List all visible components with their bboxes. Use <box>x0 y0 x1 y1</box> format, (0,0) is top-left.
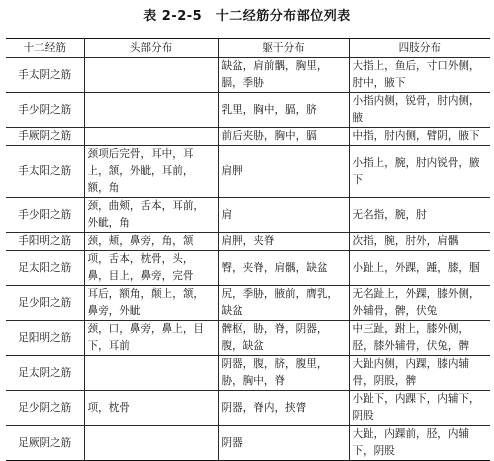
cell-trunk: 缺盆，肩前髃，胸里，膈，季胁 <box>218 58 349 93</box>
cell-head <box>84 93 218 128</box>
cell-head: 颈，颊，鼻旁，角，颔 <box>84 233 218 251</box>
cell-limbs: 无名趾上，外踝，膝外侧，外辅骨，髀，伏兔 <box>349 286 490 321</box>
cell-trunk: 肩 <box>218 198 349 233</box>
cell-limbs: 无名指，腕，肘 <box>349 198 490 233</box>
cell-trunk: 髀枢，胁，脊，阴器，腹，缺盆 <box>218 321 349 356</box>
cell-meridian: 手太阳之筋 <box>6 146 84 198</box>
cell-limbs: 中三趾，跗上，膝外侧，胫，膝外辅骨，伏兔，髀 <box>349 321 490 356</box>
table-title: 表 2-2-5 十二经筋分布部位列表 <box>143 9 351 24</box>
cell-limbs: 小趾下，内踝下，内辅下，阴股 <box>349 391 490 426</box>
cell-trunk: 乳里，胸中，膈，脐 <box>218 93 349 128</box>
table-row <box>6 128 490 146</box>
cell-limbs: 小指内侧，锐骨，肘内侧，腋 <box>349 93 490 128</box>
cell-head: 颈，口，鼻旁，鼻上，目下，耳前 <box>84 321 218 356</box>
cell-head <box>84 356 218 391</box>
cell-trunk: 阴器，脊内，挟膂 <box>218 391 349 426</box>
cell-head: 耳后，额角，颠上，颔，鼻旁，外眦 <box>84 286 218 321</box>
cell-limbs: 中指，肘内侧，臂阴，腋下 <box>349 128 490 146</box>
cell-meridian: 足太阴之筋 <box>6 356 84 391</box>
cell-meridian: 手少阴之筋 <box>6 93 84 128</box>
cell-head: 项，枕骨 <box>84 391 218 426</box>
cell-trunk: 肩胛，夹脊 <box>218 233 349 251</box>
cell-limbs: 次指，腕，肘外，肩髃 <box>349 233 490 251</box>
table-row <box>6 286 490 321</box>
cell-meridian: 手少阳之筋 <box>6 198 84 233</box>
cell-limbs: 大指上，鱼后，寸口外侧，肘中，腋下 <box>349 58 490 93</box>
cell-trunk: 前后夹胁，胸中，膈 <box>218 128 349 146</box>
cell-meridian: 足少阳之筋 <box>6 286 84 321</box>
table-row <box>6 321 490 356</box>
cell-trunk: 肩胛 <box>218 146 349 198</box>
cell-trunk: 尻，季胁，腋前，膺乳，缺盆 <box>218 286 349 321</box>
cell-meridian: 足阳明之筋 <box>6 321 84 356</box>
table-row <box>6 198 490 233</box>
cell-limbs: 大趾，内踝前，胫，内辅下，阴股 <box>349 426 490 461</box>
header-trunk: 躯干分布 <box>218 39 349 58</box>
cell-limbs: 大趾内侧，内踝，膝内辅骨，阴股，髀 <box>349 356 490 391</box>
cell-meridian: 手太阴之筋 <box>6 58 84 93</box>
cell-trunk: 臀，夹脊，肩髃，缺盆 <box>218 251 349 286</box>
cell-head <box>84 426 218 461</box>
table-row <box>6 251 490 286</box>
cell-head: 颈项后完骨，耳中，耳上，颔，外眦，耳前，额，角 <box>84 146 218 198</box>
header-row <box>6 39 490 58</box>
header-limbs: 四肢分布 <box>349 39 490 58</box>
table-row <box>6 356 490 391</box>
cell-head <box>84 128 218 146</box>
table-row <box>6 58 490 93</box>
cell-meridian: 足厥阴之筋 <box>6 426 84 461</box>
cell-trunk: 阴器，腹，脐，腹里，胁，胸中，脊 <box>218 356 349 391</box>
header-meridian: 十二经筋 <box>6 39 84 58</box>
cell-trunk: 阴器 <box>218 426 349 461</box>
cell-head: 颈，曲颊，舌本，耳前，外眦，角 <box>84 198 218 233</box>
table-row <box>6 93 490 128</box>
table-row <box>6 391 490 426</box>
meridian-sinew-table <box>6 38 490 461</box>
table-row <box>6 146 490 198</box>
cell-limbs: 小指上，腕，肘内锐骨，腋下 <box>349 146 490 198</box>
header-head: 头部分布 <box>84 39 218 58</box>
cell-limbs: 小趾上，外踝，踵，膝，腘 <box>349 251 490 286</box>
cell-head: 项，舌本，枕骨，头，鼻，目上，鼻旁，完骨 <box>84 251 218 286</box>
cell-head <box>84 58 218 93</box>
cell-meridian: 手阳明之筋 <box>6 233 84 251</box>
cell-meridian: 足太阳之筋 <box>6 251 84 286</box>
table-row <box>6 233 490 251</box>
cell-meridian: 足少阴之筋 <box>6 391 84 426</box>
cell-meridian: 手厥阴之筋 <box>6 128 84 146</box>
table-row <box>6 426 490 461</box>
